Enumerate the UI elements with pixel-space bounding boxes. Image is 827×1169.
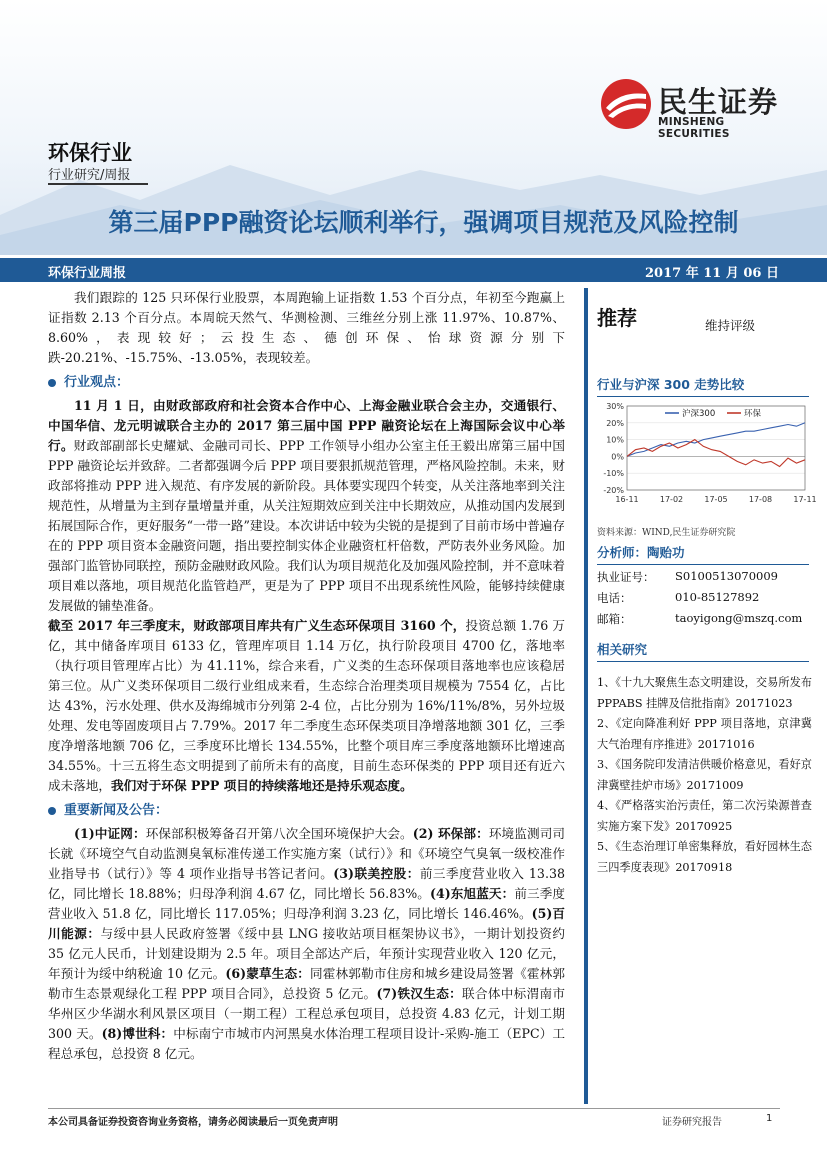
related-item[interactable]: 1、《十九大聚焦生态文明建设，交易所发布 PPPABS 挂牌及信批指南》20171023 [597, 676, 812, 710]
series-line-1 [627, 440, 805, 467]
news-source: (1)中证网： [74, 826, 146, 841]
legend-label: 沪深300 [682, 409, 716, 419]
news-source: (6)蒙草生态： [225, 966, 311, 981]
bold-text: 截至 2017 年三季度末，财政部项目库共有广义生态环保项目 3160 个， [48, 618, 466, 633]
news-text: 环保部积极筹备召开第八次全国环境保护大会。 [145, 826, 413, 841]
news-text: 联合体中标渭南市华州区少华湖水利风景区项目（一期工程）工程总承包项目，总投资 4.83 亿元，计划工期 300 天。 [48, 986, 566, 1041]
chart-source: 资料来源：WIND,民生证券研究院 [597, 528, 736, 538]
sidebar-divider [584, 288, 588, 1104]
section-industry-view [48, 373, 565, 393]
trend-chart [597, 398, 817, 513]
report-date: 2017 年 11 月 06 日 [645, 266, 779, 281]
page-number: 1 [766, 1113, 773, 1124]
logo-mark-icon [600, 78, 652, 130]
cert-value: S0100513070009 [675, 569, 778, 583]
x-tick-label: 17-11 [793, 495, 817, 504]
header-banner [0, 0, 827, 255]
news-text: 中标南宁市城市内河黑臭水体治理工程项目设计-采购-施工（EPC）工程总承包，总投资 8 亿元。 [48, 1026, 565, 1061]
section-news [48, 801, 565, 821]
bullet-icon [48, 379, 56, 387]
logo-text-en: MINSHENG SECURITIES [658, 116, 730, 140]
related-title: 相关研究 [597, 640, 809, 662]
news-source: (3)联美控股： [333, 866, 420, 881]
related-item[interactable]: 3、《国务院印发清洁供暖价格意见，看好京津冀壁挂炉市场》20171009 [597, 758, 812, 792]
chart-series [627, 423, 805, 467]
related-item[interactable]: 5、《生态治理订单密集释放，看好园林生态三四季度表现》20170918 [597, 840, 812, 874]
news-text: 环境监测司司长就《环境空气自动监测臭氧标准传递工作实施方案（试行）》和《环境空气臭氧一级校准作业指导书（试行）》等 4 项作业指导书答记者问。 [48, 826, 566, 881]
footer-label: 证券研究报告 [662, 1117, 722, 1128]
news-text: 同霍林郭勒市住房和城乡建设局签署《霍林郭勒市生态景观绿化工程 PPP 项目合同》，总投资 5 亿元。 [48, 966, 565, 1001]
title-band [0, 258, 827, 282]
report-type: 行业研究/周报 [48, 168, 131, 183]
phone-value: 010-85127892 [675, 590, 760, 604]
body-text: 投资总额 1.76 万亿，其中储备库项目 6133 亿，管理库项目 1.14 万亿，执行阶段项目 4700 亿，落地率（执行项目管理库占比）为 41.11%，综合来看，广义类的生态环保项目落地率也应该稳居第三位。从广义类环保项目二级行业组成来看，生态综合治理类项目规模为 7554 亿，占比达 43%，污水处理、供水及海绵城市分列第 2-4 位，占比分别为 16%/11%/8%，另外垃圾处理、发电等固废项目占 7.79%。2017 年二季度生态环保类项目净增落地额 301 亿，三季度净增落地额 706 亿，三季度环比增长 134.55%，比整个项目库三季度落地额环比增速高 34.55%。十三五将生态文明提到了前所未有的高度，目前生态环保类的 PPP 项目还有近六成未落地， [48, 618, 565, 793]
news-source: (2) 环保部： [412, 826, 489, 841]
related-list [597, 673, 812, 878]
related-item[interactable]: 4、《严格落实治污责任，第二次污染源普查实施方案下发》20170925 [597, 799, 812, 833]
news-paragraph [48, 824, 565, 1064]
x-tick-label: 16-11 [615, 495, 639, 504]
cert-label: 执业证号： [597, 570, 655, 584]
chart-title: 行业与沪深 300 走势比较 [597, 375, 809, 397]
industry-title: 环保行业 [48, 141, 132, 165]
legend-label: 环保 [744, 409, 762, 419]
related-item[interactable]: 2、《定向降准利好 PPP 项目落地，京津冀大气治理有序推进》20171016 [597, 717, 812, 751]
news-text: 前三季度营业收入 51.8 亿，同比增长 117.05%；归母净利润 3.23 亿，同比增长 146.46%。 [48, 886, 566, 921]
x-axis-ticks [615, 495, 816, 504]
analyst-title: 分析师：陶贻功 [597, 543, 809, 565]
email-value[interactable]: taoyigong@mszq.com [675, 611, 803, 625]
news-source: (8)博世科： [101, 1026, 174, 1041]
header-divider [48, 183, 148, 185]
footer-divider [48, 1108, 780, 1109]
chart-legend [665, 408, 762, 419]
bold-text: 我们对于环保 PPP 项目的持续落地还是持乐观态度。 [110, 778, 413, 793]
report-headline: 第三届PPP融资论坛顺利举行，强调项目规范及风险控制 [108, 208, 739, 237]
section-title: 行业观点： [64, 375, 130, 390]
x-tick-label: 17-02 [659, 495, 684, 504]
email-label: 邮箱： [597, 612, 632, 626]
news-text: 前三季度营业收入 13.38 亿，同比增长 18.88%；归母净利润 4.67 亿，同比增长 56.83%。 [48, 866, 565, 901]
recommend-label: 推荐 [597, 306, 637, 330]
news-text: 与绥中县人民政府签署《绥中县 LNG 接收站项目框架协议书》，一期计划投资约 35 亿元人民币，计划建设期为 2.5 年。项目全部达产后，年预计实现营业收入 120 亿元，年预计为绥中纳税逾 10 亿元。 [48, 926, 565, 981]
band-label: 环保行业周报 [48, 266, 127, 281]
x-tick-label: 17-05 [704, 495, 728, 504]
bold-text: 11 月 1 日，由财政部政府和社会资本合作中心、上海金融业联合会主办，交通银行、中国华信、龙元明诚联合主办的 2017 第三届中国 PPP 融资论坛在上海国际会议中心举行。 [48, 398, 565, 453]
y-tick-label: -20% [603, 486, 624, 495]
y-tick-label: -10% [603, 469, 624, 479]
rating-label: 维持评级 [705, 318, 756, 333]
news-source: (5)百川能源： [48, 906, 565, 941]
logo-text-cn: 民生证券 [658, 85, 779, 119]
view-paragraph-1 [48, 396, 565, 616]
section-title: 重要新闻及公告： [64, 803, 169, 818]
phone-label: 电话： [597, 591, 632, 605]
x-tick-label: 17-08 [748, 495, 773, 504]
intro-paragraph: 我们跟踪的 125 只环保行业股票，本周跑输上证指数 1.53 个百分点，年初至今跑赢上证指数 2.13 个百分点。本周皖天然气、华测检测、三维丝分别上涨 11.97%、10.87%、8.60%，表现较好；云投生态、德创环保、怡球资源分别下跌-20.21%、-15.75%、-13.05%，表现较差。 [48, 290, 565, 365]
bullet-icon [48, 807, 56, 815]
news-source: (7)铁汉生态： [376, 986, 463, 1001]
y-tick-label: 30% [606, 402, 624, 411]
view-paragraph-2 [48, 616, 565, 796]
y-tick-label: 20% [606, 418, 624, 428]
y-tick-label: 10% [606, 435, 624, 445]
body-text: 财政部副部长史耀斌、金融司司长、PPP 工作领导小组办公室主任王毅出席第三届中国 PPP 融资论坛并致辞。二者都强调今后 PPP 项目要狠抓规范管理，严格风险控制。未来，财政部将推动 PPP 进入规范、有序发展的新阶段。具体要实现四个转变，从关注落地率到关注规范性，从增量为主到存量增量并重，从关注短期效应到关注中长期效应，从推动国内发展到拓展国际合作，更好服务“一带一路”建设。本次讲话中较为尖锐的是提到了目前市场中普遍存在的 PPP 项目资本金融资问题，指出要控制实体企业融资杠杆倍数，严防表外业务风险。加强部门监管协同联控，预防金融财政风险。我们认为项目规范化及加强风险控制，并不意味着项目难以落地，项目规范化监管趋严，更是为了 PPP 项目不出现系统性风险，能够持续健康发展做的铺垫准备。 [48, 438, 565, 613]
y-axis-ticks [603, 402, 624, 495]
main-column [48, 288, 565, 1064]
brand-logo [600, 78, 800, 138]
y-tick-label: 0% [611, 452, 624, 462]
news-source: (4)东旭蓝天： [430, 886, 515, 901]
footer-disclaimer: 本公司具备证券投资咨询业务资格，请务必阅读最后一页免责声明 [48, 1117, 338, 1128]
